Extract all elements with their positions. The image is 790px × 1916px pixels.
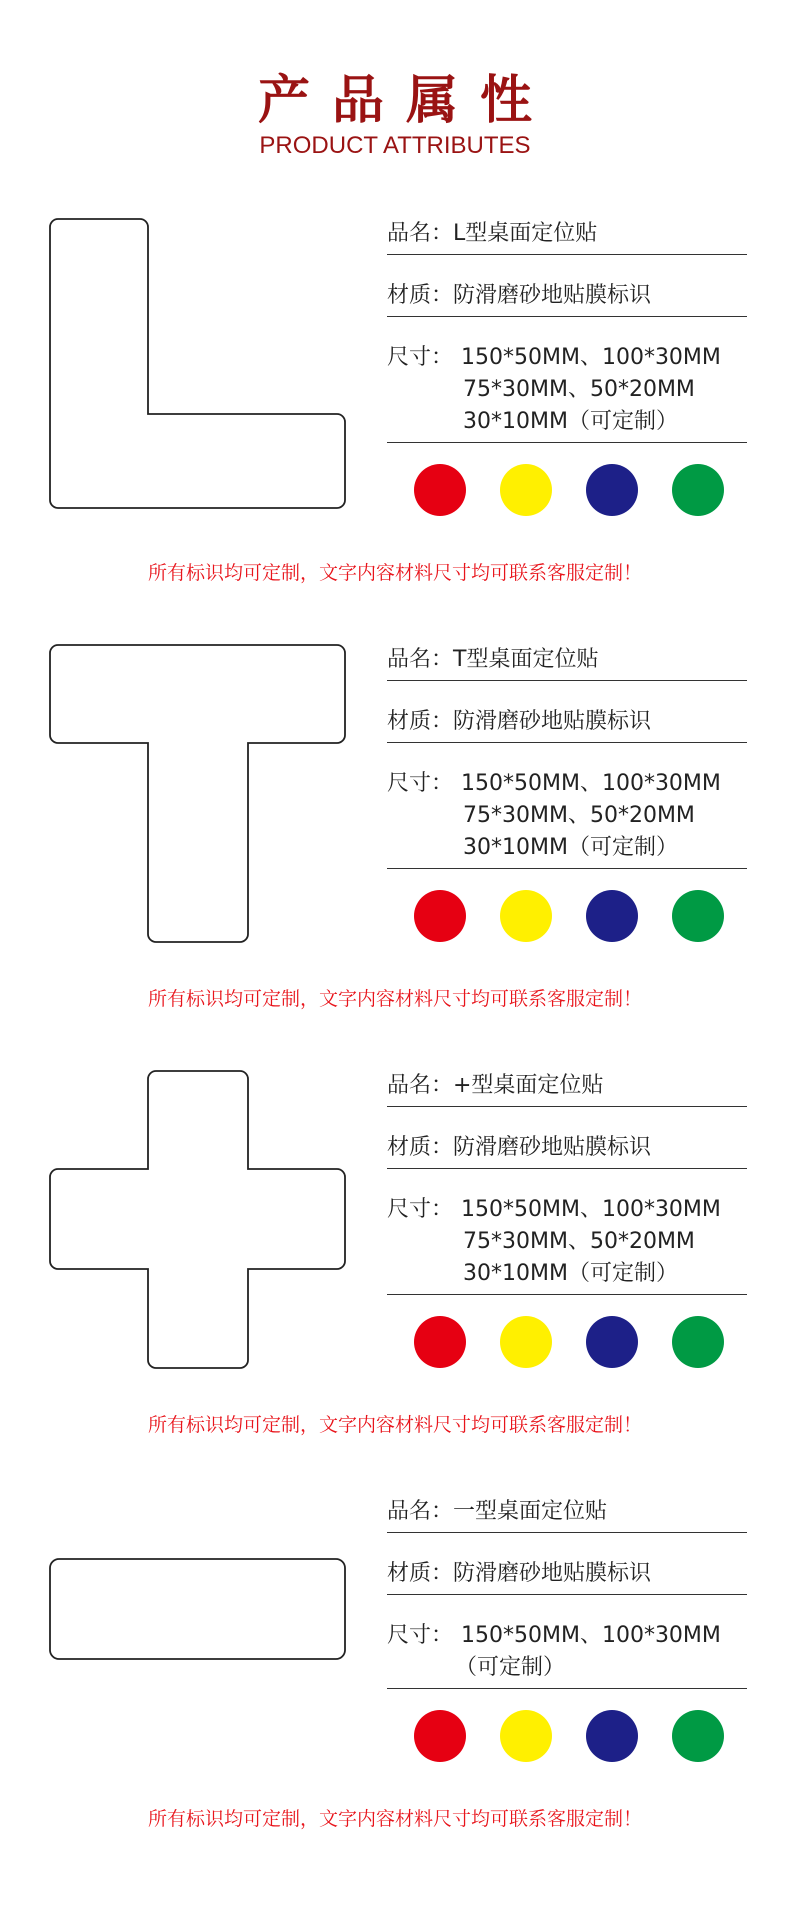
red-swatch (414, 1710, 466, 1762)
page-subtitle: PRODUCT ATTRIBUTES (259, 132, 531, 159)
size-line-2: 75*30MM、50*20MM (463, 1229, 695, 1254)
blue-swatch (586, 464, 638, 516)
l-shape-icon (48, 218, 350, 518)
t-shape-icon (48, 644, 350, 946)
size-label: 尺寸： (387, 771, 454, 796)
red-swatch (414, 464, 466, 516)
size-label: 尺寸： (387, 345, 454, 370)
product-size (387, 342, 747, 443)
customization-note: 所有标识均可定制，文字内容材料尺寸均可联系客服定制！ (147, 562, 642, 584)
blue-swatch (586, 1316, 638, 1368)
size-line-2: 75*30MM、50*20MM (463, 803, 695, 828)
size-line-1: 150*50MM、100*30MM (461, 345, 721, 370)
product-material: 材质：防滑磨砂地贴膜标识 (387, 1558, 747, 1595)
product-material: 材质：防滑磨砂地贴膜标识 (387, 1132, 747, 1169)
product-section-plus (0, 1070, 790, 1490)
plus-shape-icon (48, 1070, 350, 1372)
product-section-t (0, 644, 790, 1064)
product-size (387, 1620, 747, 1689)
size-line-3: 30*10MM（可定制） (463, 1261, 678, 1286)
blue-swatch (586, 890, 638, 942)
customization-note: 所有标识均可定制，文字内容材料尺寸均可联系客服定制！ (147, 988, 642, 1010)
size-line-1: 150*50MM、100*30MM (461, 1197, 721, 1222)
yellow-swatch (500, 1710, 552, 1762)
customization-note: 所有标识均可定制，文字内容材料尺寸均可联系客服定制！ (147, 1414, 642, 1436)
green-swatch (672, 1710, 724, 1762)
product-size (387, 768, 747, 869)
product-name: 品名：+型桌面定位贴 (387, 1070, 747, 1107)
red-swatch (414, 1316, 466, 1368)
size-line-2: 75*30MM、50*20MM (463, 377, 695, 402)
product-material: 材质：防滑磨砂地贴膜标识 (387, 280, 747, 317)
product-section-l (0, 218, 790, 638)
red-swatch (414, 890, 466, 942)
product-size (387, 1194, 747, 1295)
size-line-3: 30*10MM（可定制） (463, 409, 678, 434)
green-swatch (672, 464, 724, 516)
product-section-line (0, 1496, 790, 1916)
blue-swatch (586, 1710, 638, 1762)
green-swatch (672, 1316, 724, 1368)
product-material: 材质：防滑磨砂地贴膜标识 (387, 706, 747, 743)
product-name: 品名：L型桌面定位贴 (387, 218, 747, 255)
yellow-swatch (500, 464, 552, 516)
yellow-swatch (500, 1316, 552, 1368)
yellow-swatch (500, 890, 552, 942)
size-line-3: 30*10MM（可定制） (463, 835, 678, 860)
size-line-1: 150*50MM、100*30MM (461, 771, 721, 796)
size-line-2: （可定制） (455, 1655, 566, 1680)
product-name: 品名：T型桌面定位贴 (387, 644, 747, 681)
bar-shape-icon (48, 1558, 350, 1662)
green-swatch (672, 890, 724, 942)
size-label: 尺寸： (387, 1623, 454, 1648)
size-label: 尺寸： (387, 1197, 454, 1222)
size-line-1: 150*50MM、100*30MM (461, 1623, 721, 1648)
customization-note: 所有标识均可定制，文字内容材料尺寸均可联系客服定制！ (147, 1808, 642, 1830)
page-title: 产品属性 (257, 71, 554, 131)
product-name: 品名：一型桌面定位贴 (387, 1496, 747, 1533)
